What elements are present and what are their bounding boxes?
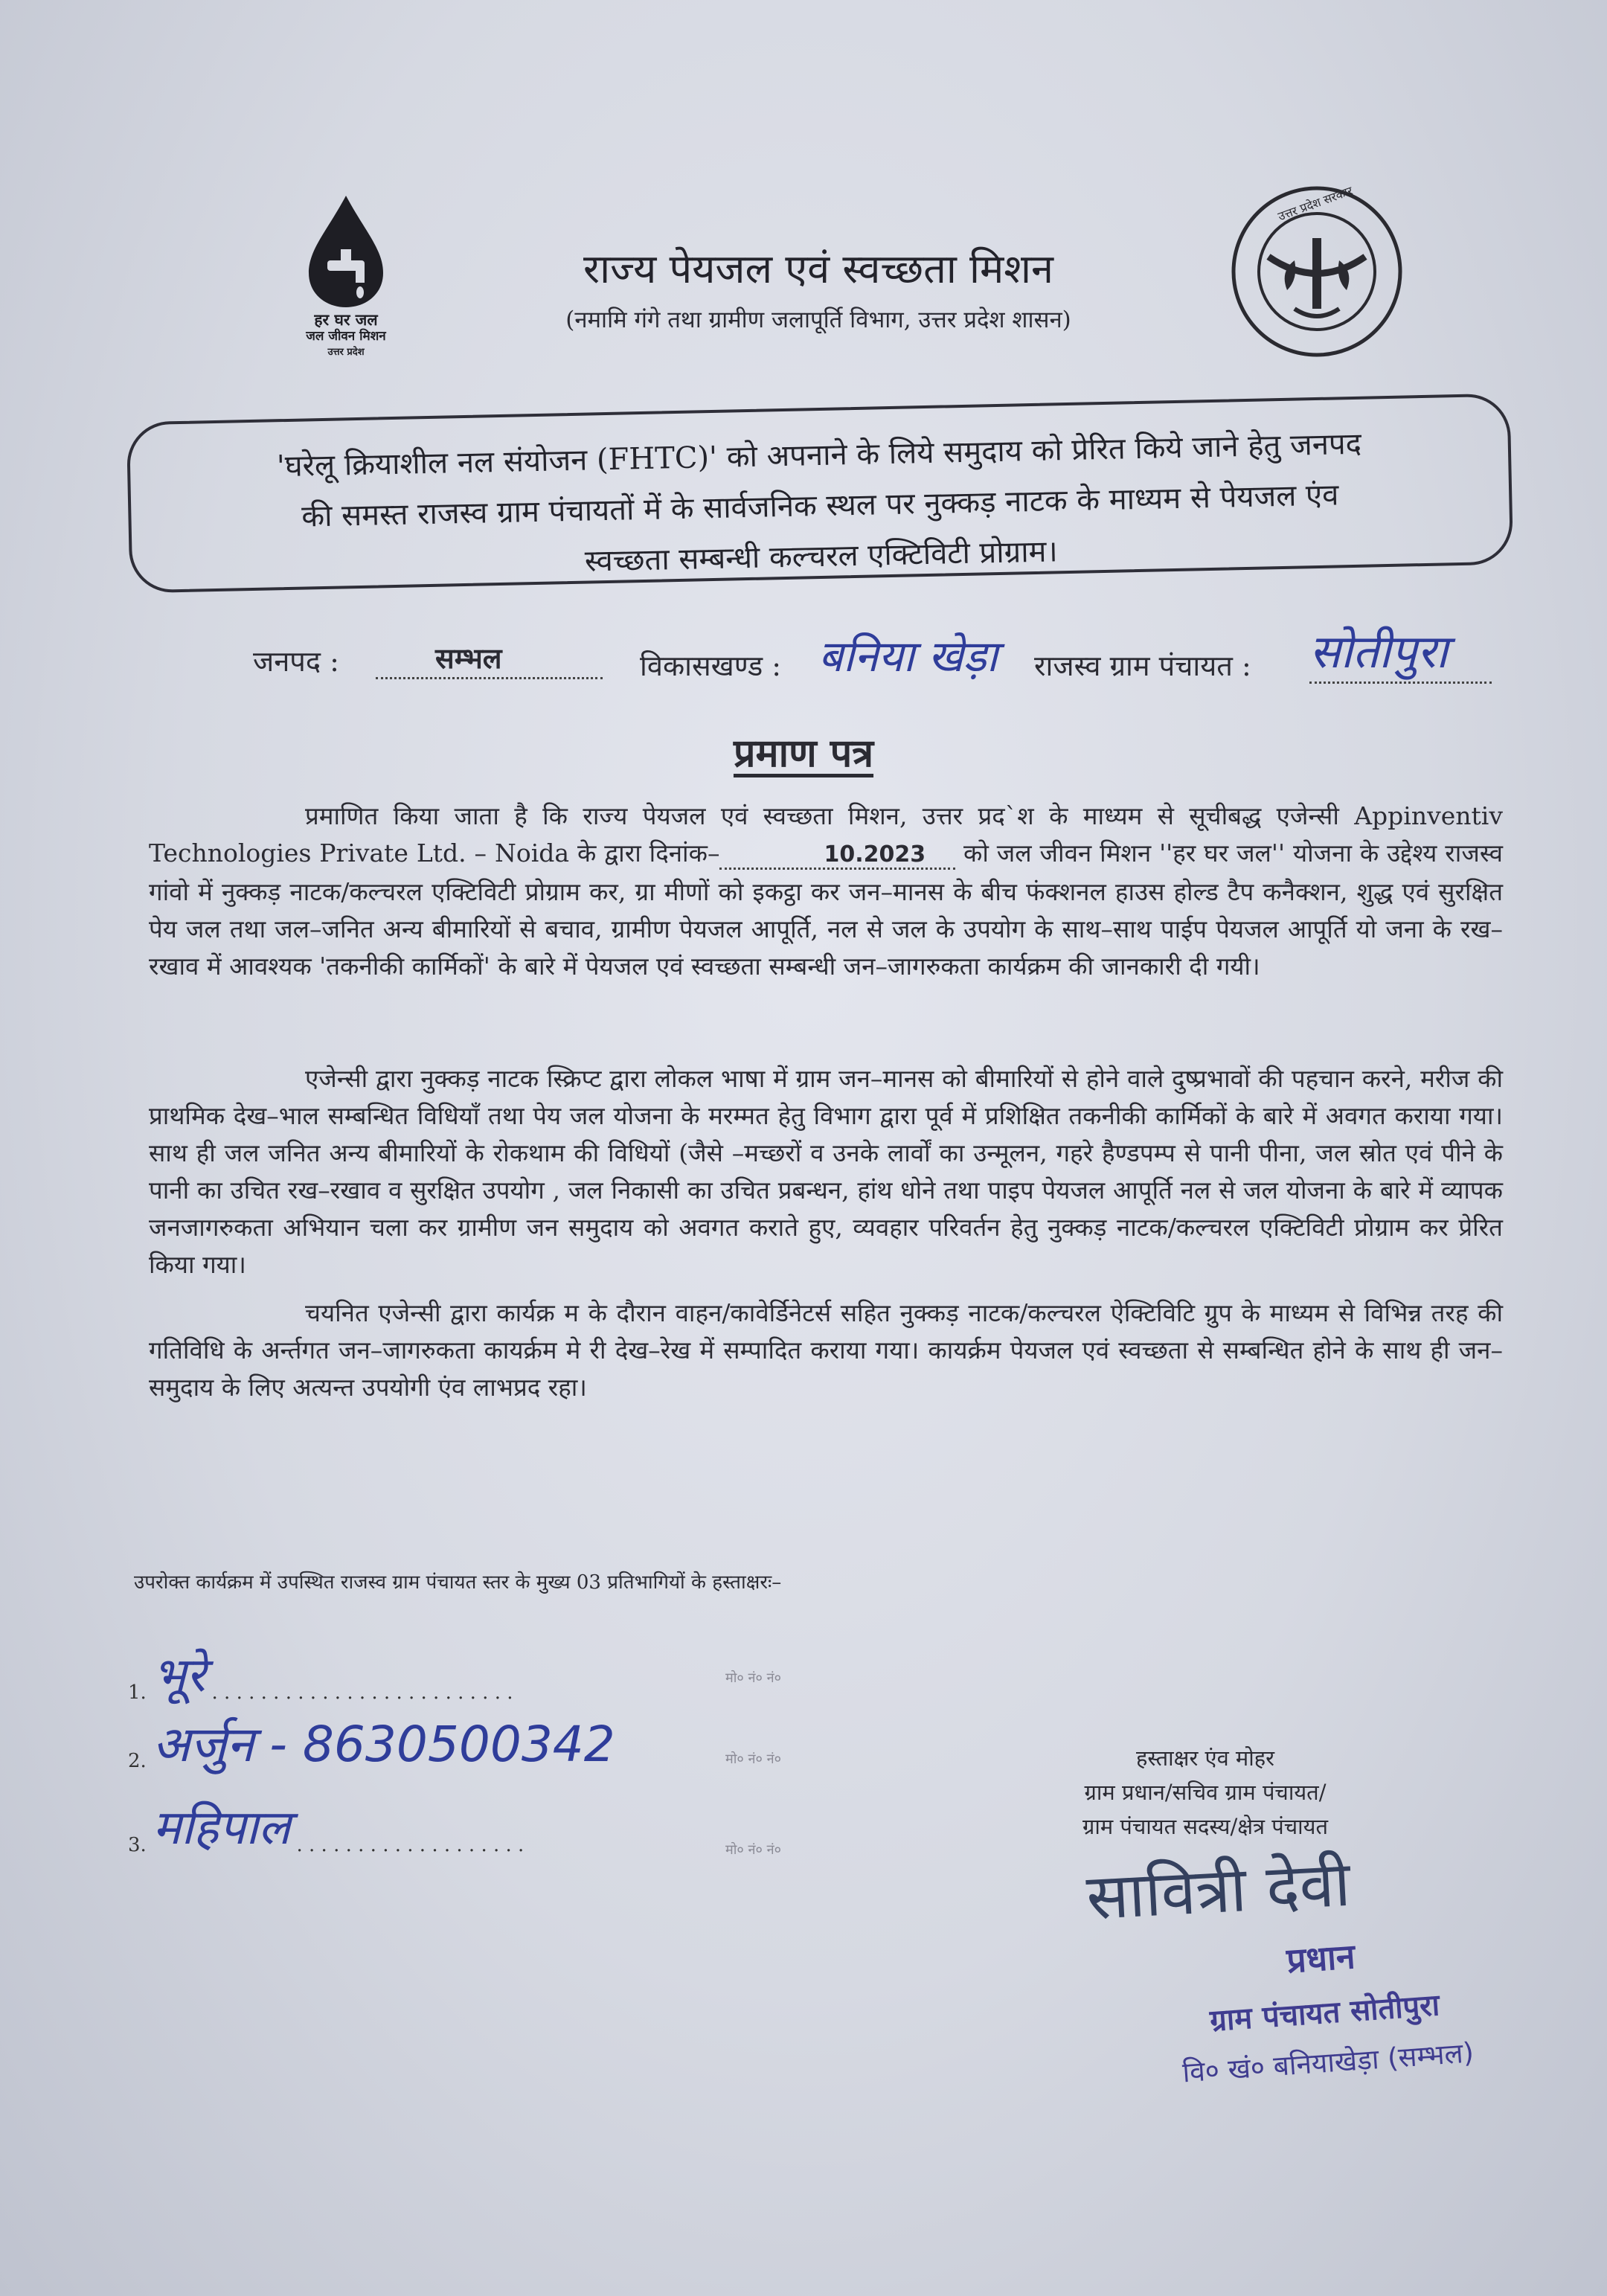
paragraph-3 — [149, 1295, 1503, 1406]
district-value: सम्भल — [435, 641, 502, 675]
up-government-emblem — [1224, 179, 1410, 365]
participant-signature: भूरे — [153, 1648, 206, 1703]
location-fields — [253, 624, 1518, 692]
mobile-label-2: मो० नं० नं० — [725, 1751, 781, 1767]
participant-row-2 — [128, 1715, 615, 1782]
authority-line-3: ग्राम पंचायत सदस्य/क्षेत्र पंचायत — [1082, 1814, 1329, 1839]
participant-signature: महिपाल — [153, 1800, 291, 1856]
paragraph-1 — [149, 798, 1503, 985]
authority-line-2: ग्राम प्रधान/सचिव ग्राम पंचायत/ — [1084, 1780, 1327, 1805]
participant-number: 3. — [128, 1834, 147, 1856]
para1-rest: को जल जीवन मिशन ''हर घर जल'' योजना के उद्देश्य राजस्व गांवो में नुक्कड़ नाटक/कल्चरल एक्टिविटी प्रोग्राम कर, ग्रा मीणों को इकट्ठा कर जन–मानस के बीच फंक्शनल हाउस होल्ड टैप कनैक्शन, शुद्ध एवं सुरक्षित पेय जल तथा जल–जनित अन्य बीमारियों से बचाव, ग्रामीण पेयजल आपूर्ति, नल से जल के उपयोग के साथ–साथ पाईप पेयजल आपूर्ति यो जना के रख–रखाव में आवश्यक 'तकनीकी कार्मिकों' के बारे में पेयजल एवं स्वच्छता सम्बन्धी जन–जागरुकता कार्यक्रम की जानकारी दी गयी। — [149, 838, 1504, 981]
block-value: बनिया खेड़ा — [818, 631, 998, 682]
banner-line-2: की समस्त राजस्व ग्राम पंचायतों में के सार्वजनिक स्थल पर नुक्कड़ नाटक के माध्यम से पेयजल एंव — [301, 478, 1339, 534]
banner-line-1: 'घरेलू क्रियाशील नल संयोजन (FHTC)' को अपनाने के लिये समुदाय को प्रेरित किये जाने हेतु जनपद — [276, 426, 1362, 484]
logo-text-1: हर घर जल — [314, 311, 378, 329]
para3-text: चयनित एजेन्सी द्वारा कार्यक्र म के दौरान वाहन/कावेर्डिनेटर्स सहित नुक्कड़ नाटक/कल्चरल ऐक्टिविटि ग्रुप के माध्यम से विभिन्न तरह की गतिविधि के अर्न्तगत जन–जागरुकता कायर्क्रम मे री देख–रेख में सम्पादित कराया गया। कायर्क्रम पेयजल एवं स्वच्छता से सम्बन्धित होने के साथ ही जन–समुदाय के लिए अत्यन्त उपयोगी एंव लाभप्रद रहा। — [149, 1298, 1503, 1402]
stamp-block: वि० खं० बनियाखेड़ा (सम्भल) — [1181, 2036, 1475, 2089]
logo-text-2: जल जीवन मिशन — [306, 329, 386, 344]
banner-line-3: स्वच्छता सम्बन्धी कल्चरल एक्टिविटी प्रोग्राम। — [584, 534, 1059, 579]
participant-row-3: 3. महिपाल . . . . . . . . . . . . . . . . . . . — [128, 1800, 525, 1856]
para2-text: एजेन्सी द्वारा नुक्कड़ नाटक स्क्रिप्ट द्वारा लोकल भाषा में ग्राम जन–मानस को बीमारियों से होने वाले दुष्प्रभावों की पहचान करने, मरीज की प्राथमिक देख–भाल सम्बन्धित विधियाँ तथा पेय जल योजना के मरम्मत हेतु विभाग द्वारा पूर्व में प्रशिक्षित तकनीकी कार्मिकों के बारे में अवगत कराया गया। साथ ही जल जनित अन्य बीमारियों के रोकथाम की विधियों (जैसे –मच्छरों व उनके लार्वों का उन्मूलन, गहरे हैण्डपम्प से पानी पीना, जल स्रोत एवं पीने के पानी का उचित रख–रखाव व सुरक्षित उपयोग , जल निकासी का उचित प्रबन्धन, हांथ धोने तथा पाइप पेयजल आपूर्ति नल से जल योजना के बारे में व्यापक जनजागरुकता अभियान चला कर ग्रामीण जन समुदाय को अवगत कराते हुए, व्यवहार परिवर्तन हेतु नुक्कड़ नाटक/कल्चरल एक्टिविटी प्रोग्राम कर प्रेरित किया गया। — [149, 1064, 1503, 1279]
authority-block — [975, 1741, 1436, 1844]
program-date: 10.2023 — [719, 841, 955, 870]
logo-text-3: उत्तर प्रदेश — [327, 347, 365, 358]
block-label: विकासखण्ड : — [640, 650, 782, 682]
gram-panchayat-value: सोतीपुरा — [1309, 619, 1492, 684]
mobile-label-3: मो० नं० नं० — [725, 1842, 781, 1858]
participant-row-1: 1. भूरे . . . . . . . . . . . . . . . . . . . . . . . . . — [128, 1648, 513, 1704]
participant-number: 2. — [128, 1750, 147, 1772]
mission-title: राज्य पेयजल एवं स्वच्छता मिशन — [583, 246, 1053, 292]
certificate-title: प्रमाण पत्र — [733, 731, 874, 776]
district-label: जनपद : — [253, 645, 339, 678]
program-banner — [126, 394, 1513, 594]
participants-heading: उपरोक्त कार्यक्रम में उपस्थित राजस्व ग्राम पंचायत स्तर के मुख्य 03 प्रतिभागियों के हस्ताक्षरः– — [134, 1571, 782, 1594]
authority-line-1: हस्ताक्षर एंव मोहर — [1135, 1745, 1275, 1771]
paragraph-2 — [149, 1060, 1503, 1283]
water-drop-tap-icon — [268, 190, 424, 309]
participant-signature: अर्जुन - 8630500342 — [153, 1716, 615, 1773]
participant-number: 1. — [128, 1681, 147, 1704]
stamp-designation: प्रधान — [1285, 1936, 1357, 1981]
official-stamp — [1141, 1922, 1508, 2092]
gram-panchayat-label: राजस्व ग्राम पंचायत : — [1034, 650, 1251, 682]
district-value-field — [376, 638, 603, 679]
mobile-label-1: मो० नं० नं० — [725, 1670, 781, 1686]
pradhan-signature: सावित्री देवी — [1084, 1847, 1353, 1934]
har-ghar-jal-logo — [268, 190, 424, 361]
para1-intro: प्रमाणित किया जाता है कि राज्य पेयजल एवं स्वच्छता मिशन, उत्तर प्रद`श के माध्यम से सूचीबद्ध एजेन्सी Appinventiv Technologies Private Ltd. – Noida के द्वारा दिनांक– — [149, 801, 1503, 868]
stamp-panchayat: ग्राम पंचायत सोतीपुरा — [1208, 1988, 1441, 2039]
emblem-text: उत्तर प्रदेश सरकार — [1276, 183, 1355, 224]
mission-subtitle: (नमामि गंगे तथा ग्रामीण जलापूर्ति विभाग, उत्तर प्रदेश शासन) — [565, 307, 1071, 333]
